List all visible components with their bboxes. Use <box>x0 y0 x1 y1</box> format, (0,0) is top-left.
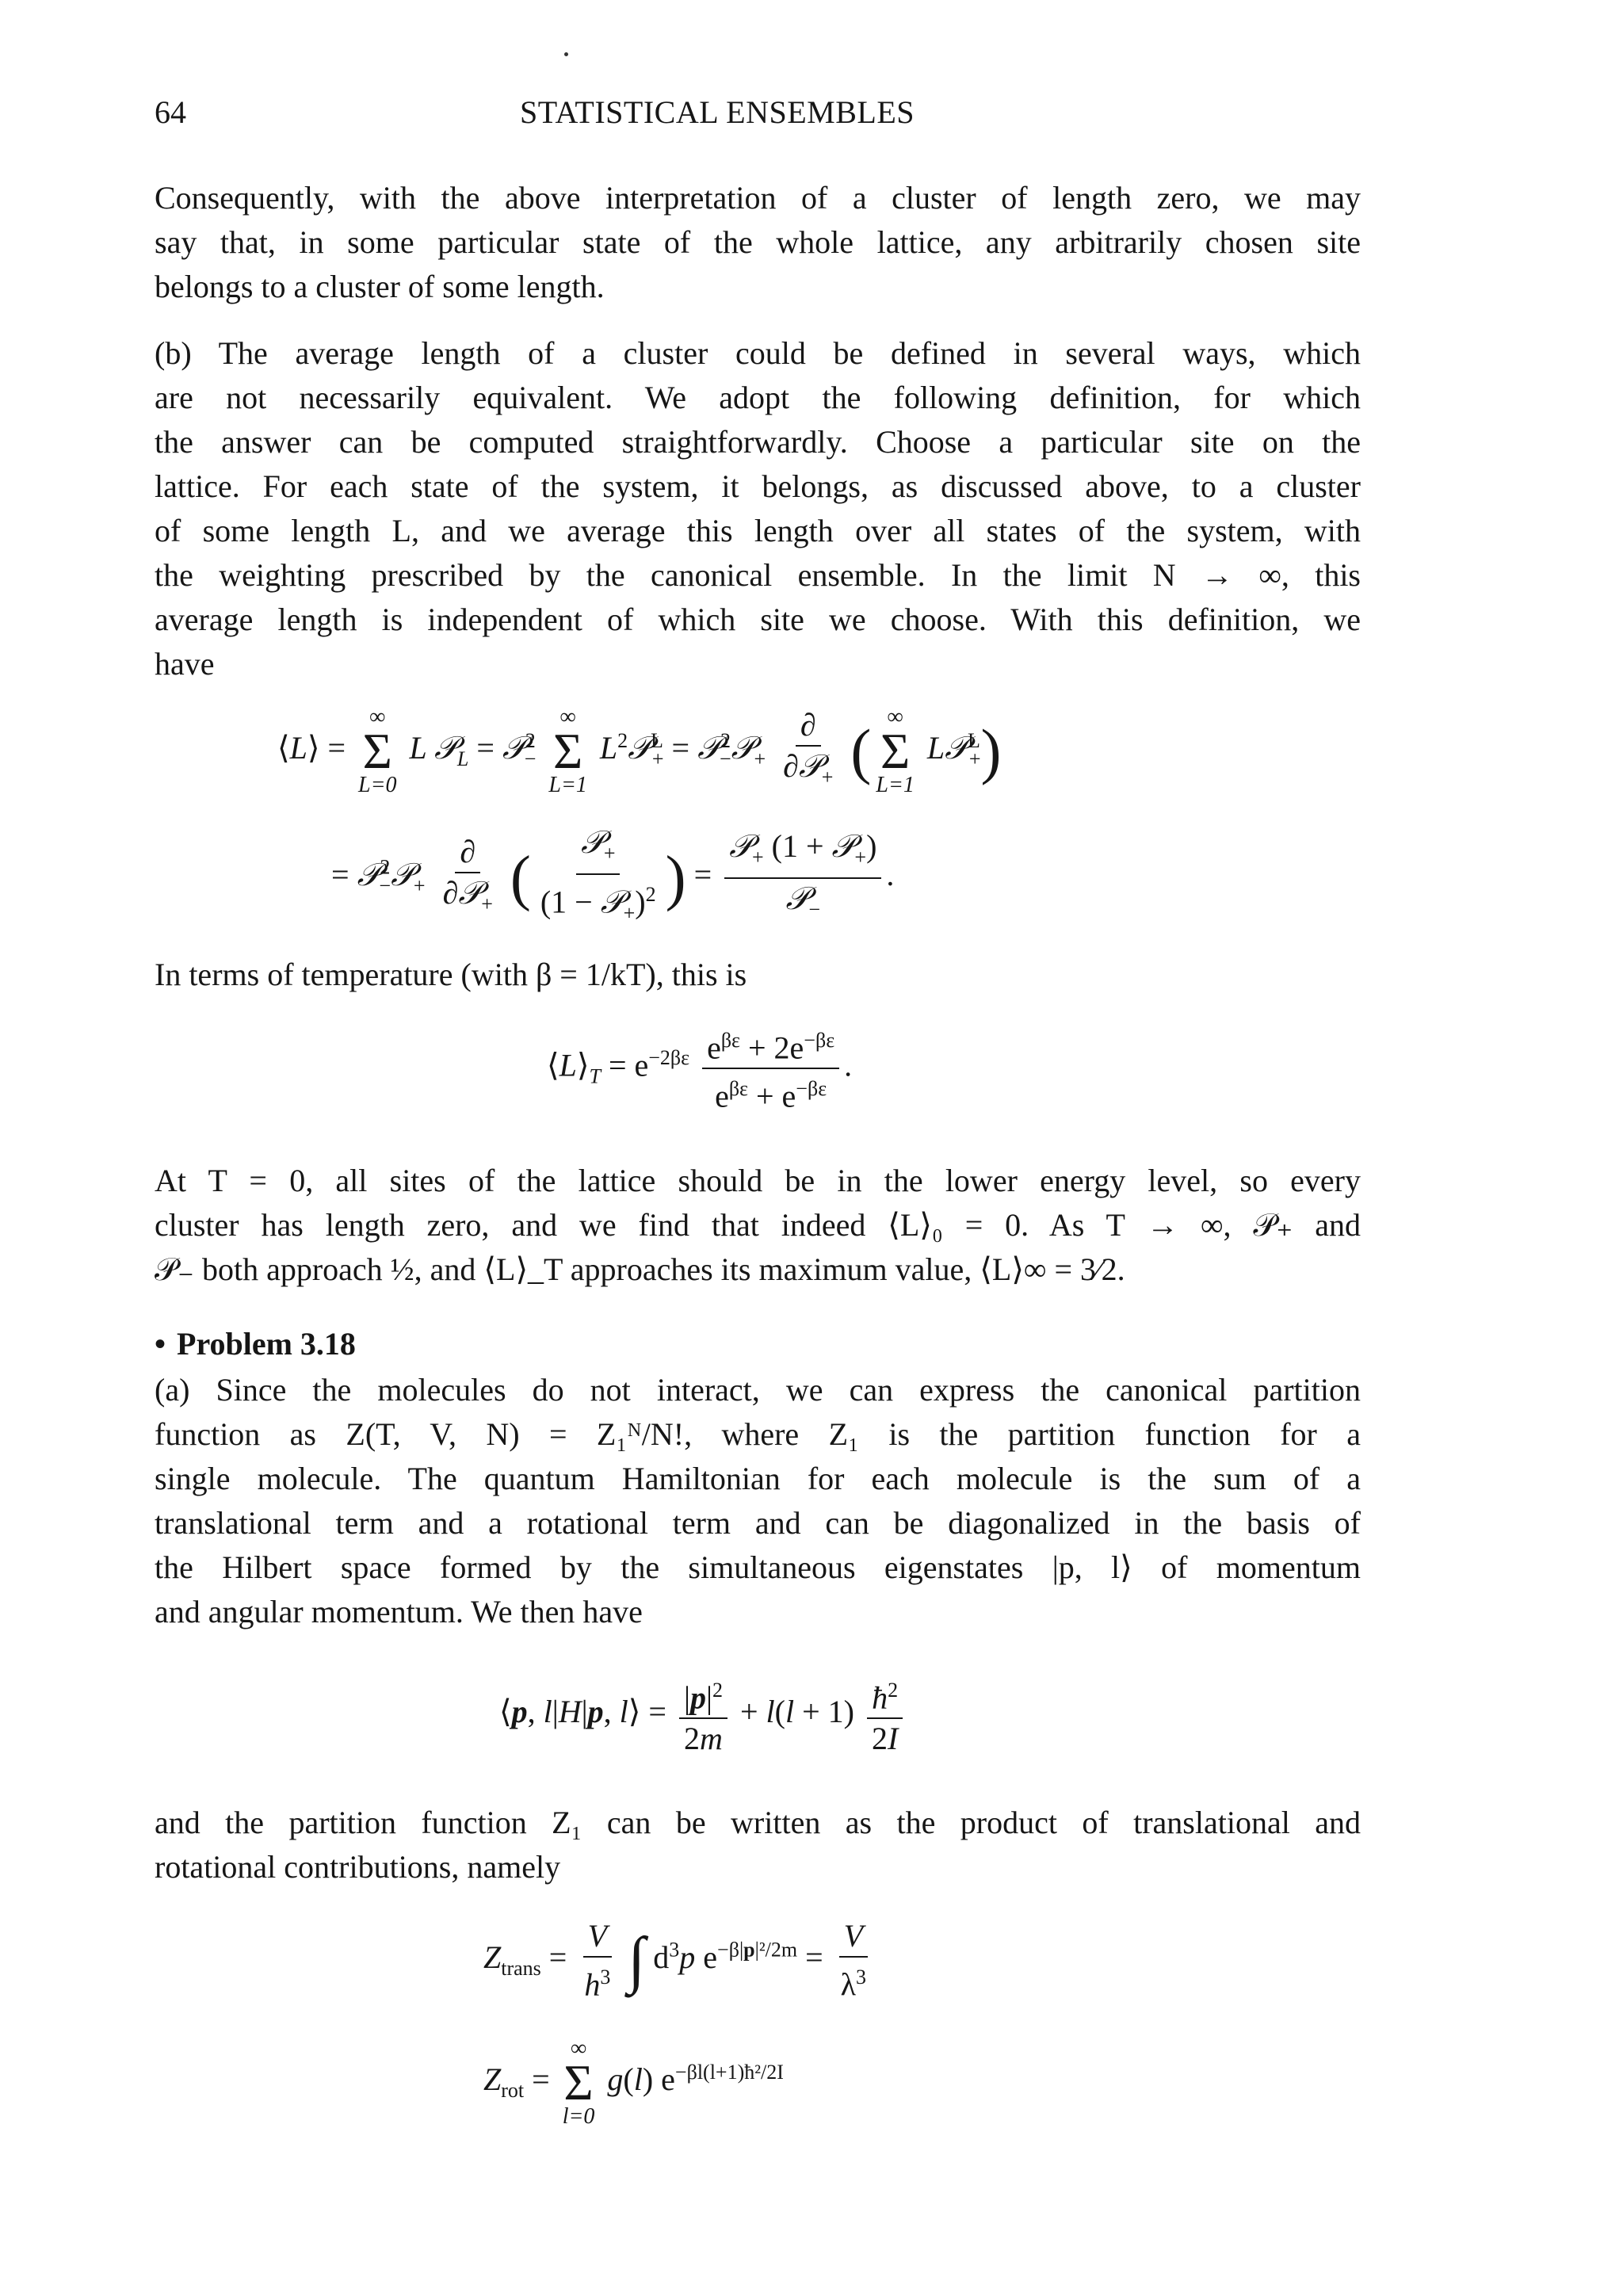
speck-mark <box>564 52 568 56</box>
paragraph-5 <box>155 1368 1361 1634</box>
text-line: translational term and a rotational term and can be diagonalized in the basis of <box>155 1505 1361 1541</box>
page-number: 64 <box>155 94 186 130</box>
equation-z-rot: $Z_{rot}$ = ∞ Σ l=0 g(l) $e^{-\beta l(l+1)ħ^2/2I}$ <box>483 2036 784 2129</box>
text-line: average length is independent of which site we choose. With this definition, we <box>155 602 1361 637</box>
bullet-icon: • <box>155 1326 166 1362</box>
paragraph-1 <box>155 176 1361 309</box>
text-line: cluster has length zero, and we find that indeed ⟨L⟩₀ = 0. As T → ∞, 𝒫₊ and <box>155 1207 1361 1243</box>
text-line: say that, in some particular state of the whole lattice, any arbitrarily chosen site <box>155 224 1361 260</box>
equation-hamiltonian: ⟨p, l|H|p, l⟩ = $\frac{|p|^2}{2m}$ + l(l + 1) $\frac{ħ^2}{2I}$ <box>499 1672 907 1757</box>
text-line: lattice. For each state of the system, it belongs, as discussed above, to a cluster <box>155 468 1361 504</box>
text-line: and angular momentum. We then have <box>155 1594 643 1629</box>
text-line: Consequently, with the above interpretation of a cluster of length zero, we may <box>155 180 1361 216</box>
paragraph-6 <box>155 1801 1361 1889</box>
paragraph-2 <box>155 331 1361 686</box>
text-line: are not necessarily equivalent. We adopt the following definition, for which <box>155 380 1361 415</box>
text-line: the answer can be computed straightforwardly. Choose a particular site on the <box>155 424 1361 460</box>
text-line: belongs to a cluster of some length. <box>155 269 605 304</box>
paragraph-3 <box>155 953 1361 997</box>
text-line: the weighting prescribed by the canonical ensemble. In the limit N → ∞, this <box>155 557 1361 593</box>
text-line: 𝒫₋ both approach ½, and ⟨L⟩_T approaches its maximum value, ⟨L⟩∞ = 3⁄2. <box>155 1251 1125 1287</box>
equation-average-length-line-2: = 𝒫$^2_-$𝒫$_+$ $\frac{\partial}{\partial 𝒫_+}$ ( $\frac{𝒫_+}{(1 - 𝒫_+)^2}$ ) = $\frac{𝒫_+ (1 + 𝒫_+)}{𝒫_-}$ . <box>331 824 895 925</box>
page-header <box>155 94 1359 133</box>
problem-title: Problem 3.18 <box>177 1326 356 1362</box>
equation-average-length-line-1: ⟨L⟩ = ∞ Σ L=0 L 𝒫$_L$ = 𝒫$^2_-$ ∞ Σ L=1 $L^2𝒫^L_+$ = 𝒫$^2_-$𝒫$_+$ $\frac{\partial}{\partial 𝒫_+}$ ( ∞ Σ L=1 L𝒫$^L_+$) <box>277 705 1002 797</box>
text-line: function as Z(T, V, N) = Z₁ᴺ/N!, where Z₁ is the partition function for a <box>155 1416 1361 1452</box>
problem-heading <box>155 1325 356 1362</box>
text-line: of some length L, and we average this length over all states of the system, with <box>155 513 1361 548</box>
text-line: rotational contributions, namely <box>155 1849 561 1885</box>
text-line: have <box>155 646 215 682</box>
text-line: At T = 0, all sites of the lattice should be in the lower energy level, so every <box>155 1163 1361 1198</box>
text-line: single molecule. The quantum Hamiltonian for each molecule is the sum of a <box>155 1461 1361 1496</box>
text-line: the Hilbert space formed by the simultaneous eigenstates |p, l⟩ of momentum <box>155 1549 1361 1585</box>
text-line: (b) The average length of a cluster could be defined in several ways, which <box>155 335 1361 371</box>
running-title: STATISTICAL ENSEMBLES <box>519 94 915 130</box>
equation-temperature-average: $⟨L⟩_T = e^{-2\beta\varepsilon}$ $\frac{e^{\beta\varepsilon} + 2e^{-\beta\varepsilon}}{e^{\beta\varepsilon} + e^{-\beta\varepsilon}}$ . <box>547 1022 852 1115</box>
paragraph-4 <box>155 1159 1361 1292</box>
equation-z-trans: $Z_{trans}$ = $\frac{V}{h^3}$ ∫ $d^3p$ $e^{-\beta|p|^2/2m}$ = $\frac{V}{\lambda^3}$ <box>483 1918 876 2003</box>
text-line: In terms of temperature (with β = 1/kT), this is <box>155 957 747 992</box>
text-line: (a) Since the molecules do not interact, we can express the canonical partition <box>155 1372 1361 1408</box>
text-line: and the partition function Z₁ can be written as the product of translational and <box>155 1805 1361 1840</box>
